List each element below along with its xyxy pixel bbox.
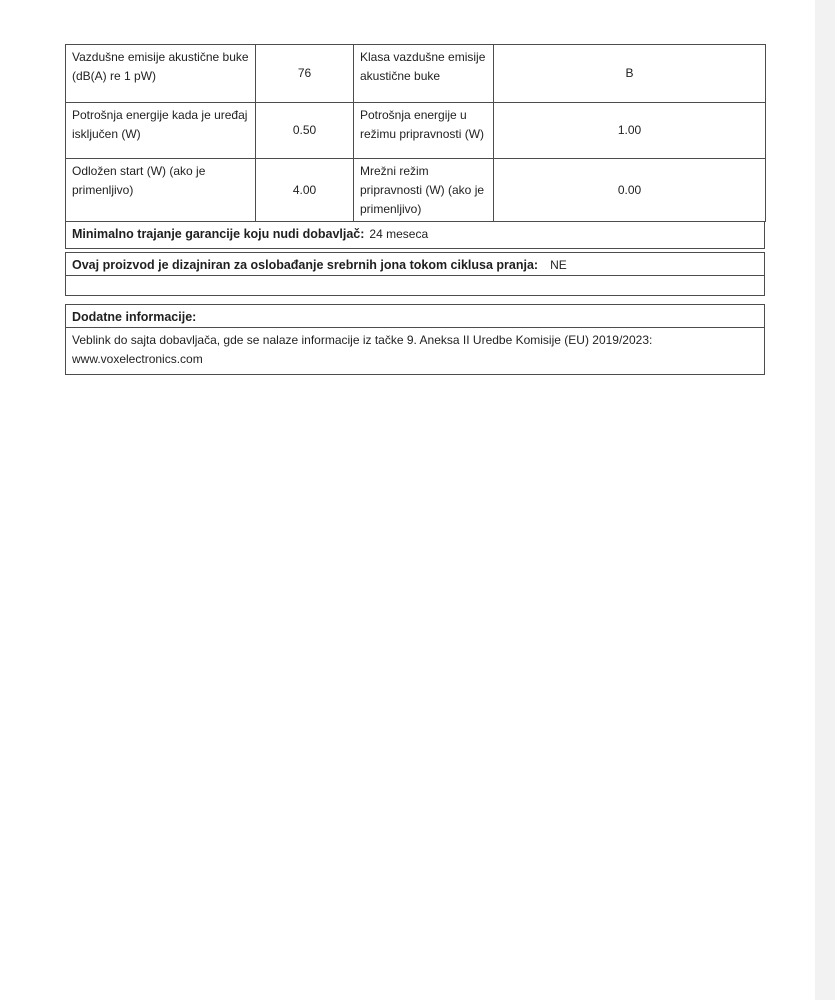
spec-label-cell: Mrežni režim pripravnosti (W) (ako je primenljivo) — [354, 159, 494, 222]
spec-label-cell: Potrošnja energije u režimu pripravnosti (W) — [354, 103, 494, 159]
spec-table-row-off-mode — [66, 103, 766, 159]
additional-info-label: Dodatne informacije: — [72, 310, 197, 324]
spec-label-cell: Potrošnja energije kada je uređaj isključen (W) — [66, 103, 256, 159]
warranty-label: Minimalno trajanje garancije koju nudi dobavljač: — [72, 227, 365, 241]
spec-value-cell: 0.50 — [256, 103, 354, 159]
spec-table-row-delay-start — [66, 159, 766, 222]
spec-value-cell: 4.00 — [256, 159, 354, 222]
silver-ions-value: NE — [550, 258, 567, 272]
silver-ions-row — [65, 252, 765, 276]
spec-value-cell: B — [494, 45, 766, 103]
warranty-value: 24 meseca — [369, 227, 429, 241]
product-fiche-document — [65, 44, 765, 375]
spec-label-cell: Klasa vazdušne emisije akustične buke — [354, 45, 494, 103]
warranty-row — [65, 221, 765, 249]
empty-row — [65, 275, 765, 296]
spec-label-cell: Odložen start (W) (ako je primenljivo) — [66, 159, 256, 222]
weblink-row — [65, 327, 765, 375]
spec-value-cell: 0.00 — [494, 159, 766, 222]
silver-ions-label: Ovaj proizvod je dizajniran za oslobađanje srebrnih jona tokom ciklusa pranja: — [72, 258, 539, 272]
weblink-text: Veblink do sajta dobavljača, gde se nalaze informacije iz tačke 9. Aneksa II Uredbe Komisije (EU) 2019/2023: www.voxelectronics.com — [72, 333, 653, 366]
page-margin-strip — [815, 0, 835, 1000]
spec-table-row-noise — [66, 45, 766, 103]
spec-value-cell: 1.00 — [494, 103, 766, 159]
spec-label-cell: Vazdušne emisije akustične buke (dB(A) re 1 pW) — [66, 45, 256, 103]
spec-value-cell: 76 — [256, 45, 354, 103]
additional-info-row — [65, 304, 765, 328]
spec-table — [65, 44, 766, 222]
